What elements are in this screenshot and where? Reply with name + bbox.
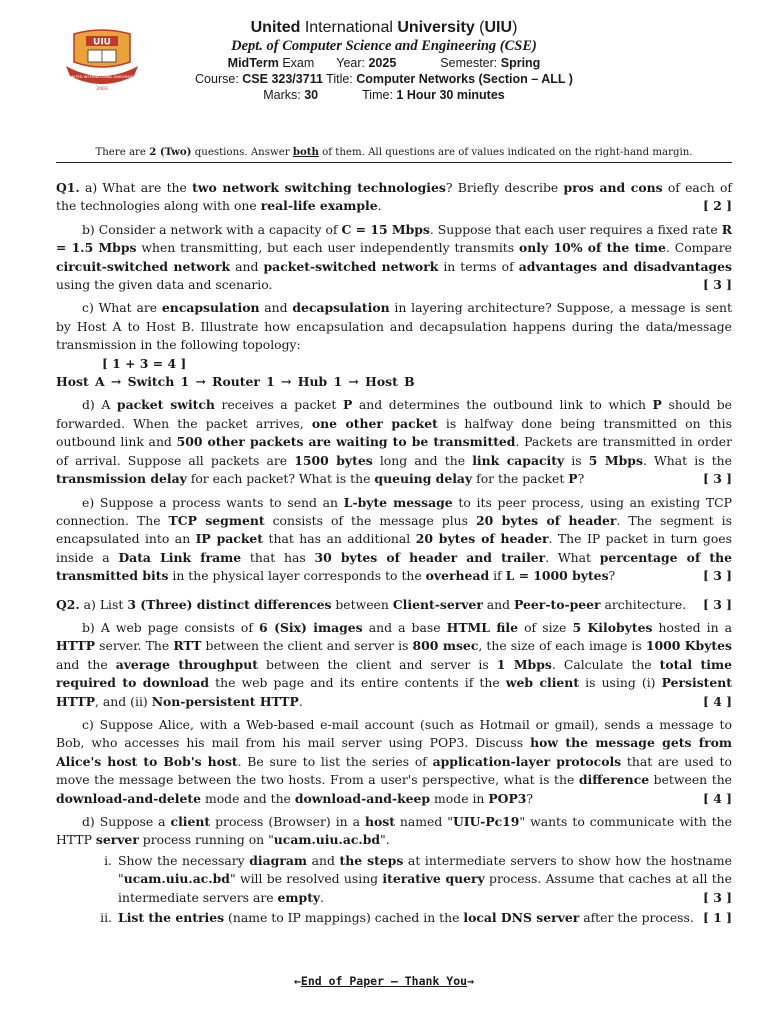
q1e: e) Suppose a process wants to send an L-byte message to its peer process, using an existing TCP connection. The TCP segment consists of the message plus 20 bytes of header. The segment is encapsulated into an IP packet that has an additional 20 bytes of header. The IP packet in turn goes inside a Data Link frame that has 30 bytes of header and trailer. What percentage of the transmitted bits in the physical layer corresponds to the overhead if L = 1000 bytes? [ 3 ] (56, 494, 732, 586)
q2a: Q2. a) List 3 (Three) distinct differences between Client-server and Peer-to-peer architecture. [ 3 ] (56, 596, 732, 614)
q2b-marks: [ 4 ] (703, 693, 732, 709)
q1a-marks: [ 2 ] (703, 198, 732, 214)
q2c: c) Suppose Alice, with a Web-based e-mail account (such as Hotmail or gmail), sends a message to Bob, who accesses his mail from his mail server using POP3. Discuss how the message gets from Alice's host to Bob's host. Be sure to list the series of application-layer protocols that are used to move the message between the two hosts. From a user's perspective, what is the difference between the download-and-delete mode and the download-and-keep mode in POP3? [ 4 ] (56, 716, 732, 808)
instructions: There are 2 (Two) questions. Answer both of them. All questions are of values indicated on the right-hand margin. (56, 146, 732, 163)
left-arrow-icon: ← (293, 974, 301, 988)
q1b: b) Consider a network with a capacity of C = 15 Mbps. Suppose that each user requires a fixed rate R = 1.5 Mbps when transmitting, but each user independently transmits only 10% of the time. Compare circuit-switched network and packet-switched network in terms of advantages and disadvantages using the given data and scenario. [ 3 ] (56, 221, 732, 295)
q2d-i-num: i. (104, 852, 112, 868)
q2a-marks: [ 3 ] (703, 596, 732, 612)
q1c-marks: [ 1 + 3 = 4 ] (102, 355, 187, 371)
q1a: Q1. a) What are the two network switching technologies? Briefly describe pros and cons of each of the technologies along with one real-life example. [ 2 ] (56, 179, 732, 216)
exam-content (56, 179, 732, 929)
department-name: Dept. of Computer Science and Engineering (CSE) (231, 38, 537, 54)
q2d-i-marks: [ 3 ] (703, 889, 732, 905)
end-of-paper: ←End of Paper – Thank You→ (293, 974, 475, 988)
exam-header (0, 18, 768, 103)
course-info: Course: CSE 323/3711 Title: Computer Networks (Section – ALL ) (195, 72, 573, 86)
q2d-ii: ii. List the entries (name to IP mappings) cached in the local DNS server after the process. [ 1 ] (56, 909, 732, 927)
q1e-marks: [ 3 ] (703, 568, 732, 584)
university-name: United International University (UIU) (250, 19, 518, 36)
logo-banner: UNITED INTERNATIONAL UNIVERSITY (68, 75, 136, 79)
q2d-ii-num: ii. (100, 910, 112, 926)
q1d-marks: [ 3 ] (703, 471, 732, 487)
exam-info: MidTerm Exam Year: 2025 Semester: Spring (227, 56, 541, 70)
topology: Host A → Switch 1 → Router 1 → Hub 1 → Host B (56, 374, 415, 390)
q1c-marks-line (102, 355, 732, 373)
q1c: c) What are encapsulation and decapsulation in layering architecture? Suppose, a message is sent by Host A to Host B. Illustrate how encapsulation and decapsulation happens during the data/message transmission in the following topology: (56, 300, 732, 353)
logo-year: 2003 (96, 87, 108, 92)
marks-time-info: Marks: 30 Time: 1 Hour 30 minutes (263, 88, 505, 102)
q2d-i: i. Show the necessary diagram and the steps at intermediate servers to show how the hostname "ucam.uiu.ac.bd" will be resolved using iterative query process. Assume that caches at all the intermediate servers are empty. [ 3 ] (56, 852, 732, 907)
logo-text: UIU (93, 37, 111, 48)
q2c-marks: [ 4 ] (703, 790, 732, 806)
right-arrow-icon: → (467, 974, 475, 988)
q2d-ii-marks: [ 1 ] (703, 910, 732, 926)
q2b: b) A web page consists of 6 (Six) images and a base HTML file of size 5 Kilobytes hosted in a HTTP server. The RTT between the client and server is 800 msec, the size of each image is 1000 Kbytes and the average throughput between the client and server is 1 Mbps. Calculate the total time required to download the web page and its entire contents if the web client is using (i) Persistent HTTP, and (ii) Non-persistent HTTP. [ 4 ] (56, 619, 732, 711)
q1b-marks: [ 3 ] (703, 277, 732, 293)
q2d: d) Suppose a client process (Browser) in a host named "UIU-Pc19" wants to communicate with the HTTP server process running on "ucam.uiu.ac.bd". (56, 814, 732, 848)
q1d: d) A packet switch receives a packet P and determines the outbound link to which P should be forwarded. When the packet arrives, one other packet is halfway done being transmitted on this outbound link and 500 other packets are waiting to be transmitted. Packets are transmitted in order of arrival. Suppose all packets are 1500 bytes long and the link capacity is 5 Mbps. What is the transmission delay for each packet? What is the queuing delay for the packet P? [ 3 ] (56, 396, 732, 488)
